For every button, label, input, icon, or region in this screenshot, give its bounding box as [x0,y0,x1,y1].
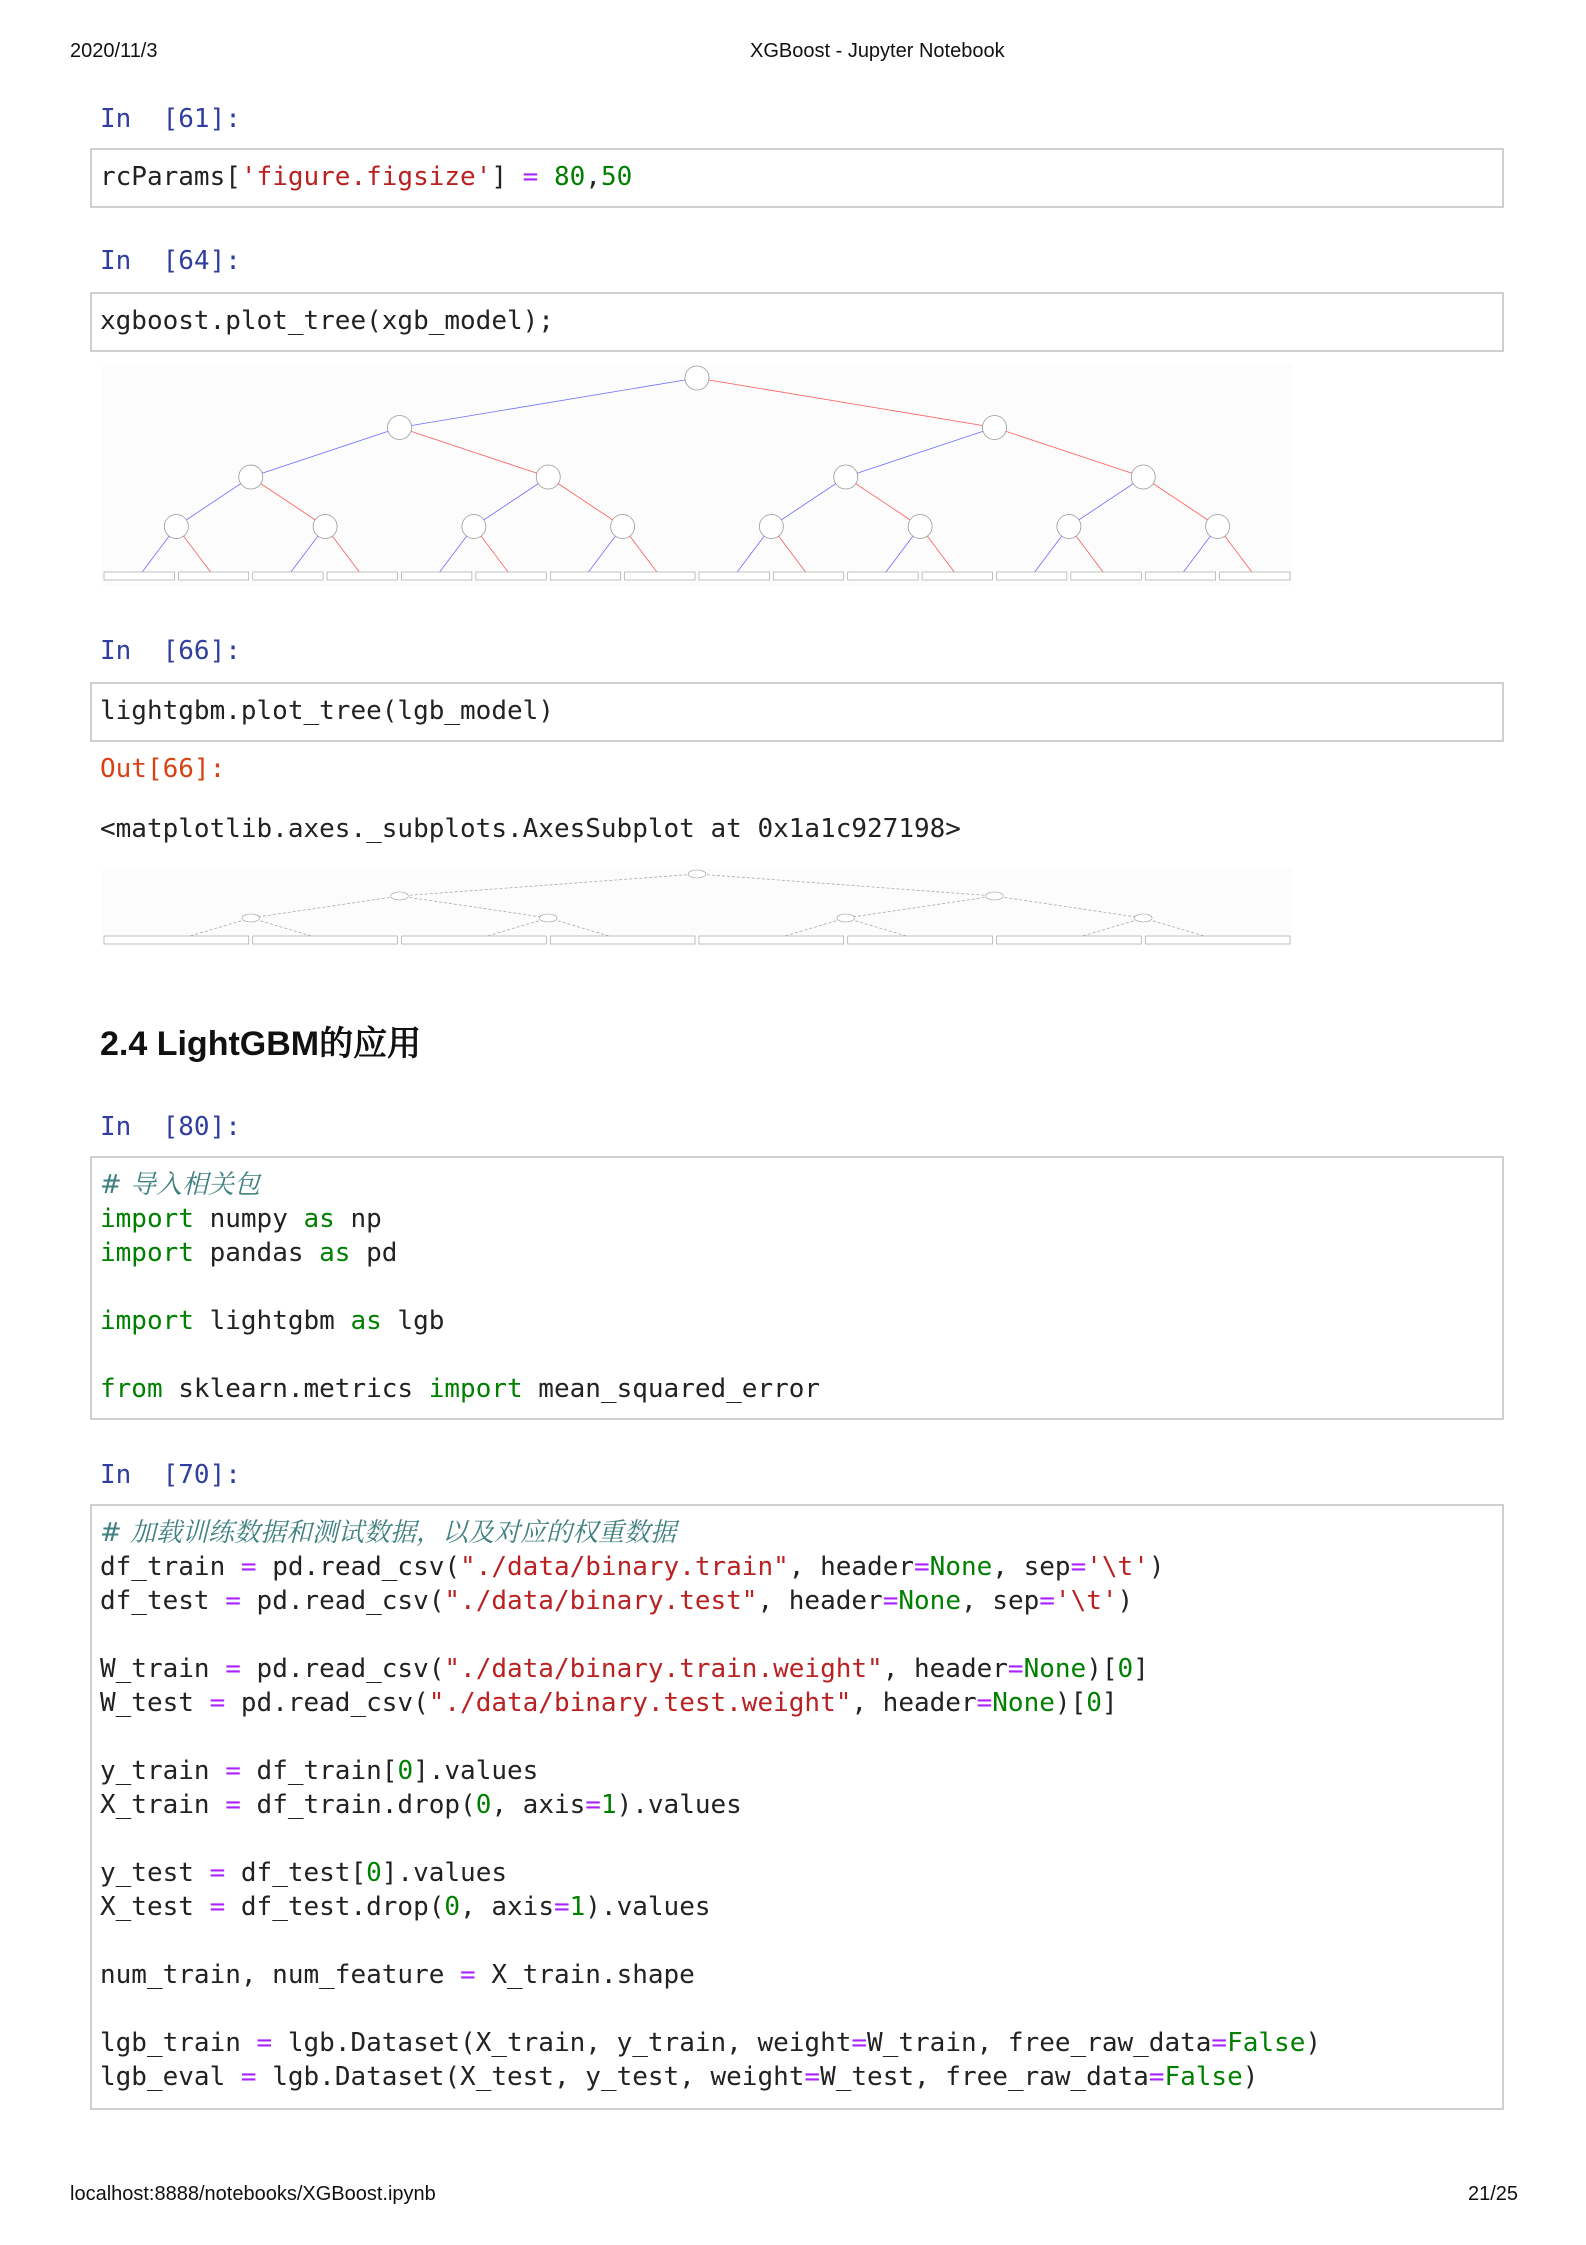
code-token: 50 [600,162,633,192]
code-token: df_train.drop( [240,1790,476,1820]
tree-edge [400,874,698,896]
tree-node [908,515,932,539]
input-prompt: In [66]: [100,636,241,666]
tree-leaf [1220,572,1290,580]
code-token: df_test[ [225,1858,367,1888]
code-cell[interactable] [90,1504,1504,2110]
code-token: pandas [193,1238,320,1268]
code-token: ].values [413,1756,539,1786]
tree-leaf [997,572,1067,580]
tree-edge [400,378,698,428]
code-token: np [334,1204,382,1234]
code-token: ) [1242,2062,1259,2092]
code-comment: # 加载训练数据和测试数据，以及对应的权重数据 [100,1518,677,1548]
code-token: lgb_train [100,2028,257,2058]
code-keyword: as [319,1238,351,1268]
tree-leaf [922,572,992,580]
code-string: '\t' [1086,1552,1149,1582]
tree-edge [846,477,920,527]
code-token: = [1039,1586,1055,1616]
tree-node [462,515,486,539]
code-line [100,1856,1321,1890]
code-keyword: import [100,1306,194,1336]
code-comment: # 导入相关包 [100,1170,261,1200]
code-token: X_train.shape [475,1960,695,1990]
tree-node [239,465,263,489]
code-keyword: None [929,1552,993,1582]
tree-edge [995,896,1144,918]
code-token: num_train, num_feature [100,1960,461,1990]
tree-node [242,914,260,922]
code-string: '\t' [1054,1586,1118,1616]
tree-leaf [848,936,993,944]
code-token: df_test.drop( [225,1892,445,1922]
code-token: 1 [569,1892,586,1922]
code-token: pd.read_csv( [240,1654,445,1684]
code-token: )[ [1086,1654,1118,1684]
code-token: ].values [381,1858,508,1888]
tree-node [388,416,412,440]
code-token: = [976,1688,993,1718]
code-token: df_train[ [240,1756,398,1786]
tree-node [837,914,855,922]
tree-edge [1069,477,1143,527]
code-token: X_train [100,1790,226,1820]
code-token: = [1070,1552,1087,1582]
code-string: 'figure.figsize' [240,162,492,192]
code-keyword: None [898,1586,961,1616]
tree-leaf [699,572,769,580]
code-cell[interactable] [90,292,1504,352]
tree-leaf [253,572,323,580]
code-token: 0 [1117,1654,1134,1684]
code-token: pd [350,1238,398,1268]
code-token [538,162,554,192]
code-content[interactable] [100,160,632,194]
tree-node [759,515,783,539]
input-prompt: In [80]: [100,1112,241,1142]
code-token: ) [1117,1586,1134,1616]
code-cell[interactable] [90,682,1504,742]
code-line [100,1202,820,1236]
code-token: , axis [491,1790,586,1820]
tree-node [1057,515,1081,539]
print-url: localhost:8888/notebooks/XGBoost.ipynb [70,2183,436,2205]
tree-leaf [104,936,249,944]
tree-leaf [773,572,843,580]
print-title: XGBoost - Jupyter Notebook [750,40,1005,62]
code-keyword: False [1227,2028,1306,2058]
code-token: , axis [460,1892,554,1922]
code-line [100,1236,820,1270]
code-token: pd.read_csv( [240,1586,445,1616]
code-cell[interactable] [90,1156,1504,1420]
tree-edge [400,896,549,918]
tree-edge [548,477,622,527]
code-string: "./data/binary.test.weight" [428,1688,852,1718]
input-prompt: In [61]: [100,104,241,134]
tree-leaf [550,936,695,944]
code-line [100,1992,1321,2026]
tree-leaf [402,936,547,944]
code-line [100,1720,1321,1754]
tree-node [391,892,409,900]
code-line [100,1958,1321,1992]
tree-leaf [997,936,1142,944]
tree-edge [995,428,1144,478]
code-token: , [585,162,601,192]
code-token: W_train, free_raw_data [867,2028,1212,2058]
code-token: ) [1148,1552,1165,1582]
code-line [100,1788,1321,1822]
code-token: ] [491,162,523,192]
tree-edge [251,896,400,918]
code-token: = [240,2062,257,2092]
code-token: 0 [444,1892,461,1922]
tree-leaf [699,936,844,944]
code-token: W_train [100,1654,226,1684]
code-token: lgb.Dataset(X_train, y_train, weight [272,2028,852,2058]
code-token: lgb [381,1306,445,1336]
code-token: df_test [100,1586,226,1616]
tree-node [685,366,709,390]
tree-edge [176,477,250,527]
code-token: = [209,1688,226,1718]
code-line [100,2060,1321,2094]
code-keyword: import [100,1238,194,1268]
tree-leaf [1071,572,1141,580]
code-token: = [553,1892,570,1922]
code-token: 0 [366,1858,382,1888]
code-token: = [225,1586,241,1616]
code-token: lightgbm [193,1306,351,1336]
tree-node [164,515,188,539]
code-line [100,1754,1321,1788]
code-token: 0 [1086,1688,1102,1718]
code-token: ] [1101,1688,1118,1718]
code-keyword: import [428,1374,523,1404]
code-line [100,1822,1321,1856]
code-token: 80 [553,162,586,192]
code-token: = [804,2062,821,2092]
tree-leaf [178,572,248,580]
tree-leaf [1145,936,1290,944]
code-line [100,1686,1321,1720]
print-date: 2020/11/3 [70,40,158,62]
output-text: <matplotlib.axes._subplots.AxesSubplot at 0x1a1c927198> [100,814,961,844]
tree-node [611,515,635,539]
code-keyword: None [1023,1654,1087,1684]
code-token: 1 [600,1790,617,1820]
code-line [100,2026,1321,2060]
code-line [100,694,554,728]
code-token: = [522,162,539,192]
tree-leaf [625,572,695,580]
tree-edge [697,378,995,428]
lightgbm-tree-plot [102,868,1292,946]
code-token: = [585,1790,601,1820]
code-content[interactable] [100,1168,820,1406]
code-token: numpy [193,1204,304,1234]
code-token: = [225,1790,241,1820]
code-token: = [225,1654,241,1684]
code-token: rcParams[ [100,162,241,192]
code-content[interactable] [100,694,554,728]
tree-node [536,465,560,489]
code-token: = [882,1586,899,1616]
code-token: pd.read_csv( [225,1688,429,1718]
tree-leaf [327,572,397,580]
code-token: y_test [100,1858,210,1888]
code-token: = [240,1552,257,1582]
tree-node [983,416,1007,440]
code-token: pd.read_csv( [256,1552,461,1582]
input-prompt: In [70]: [100,1460,241,1490]
code-line [100,1338,820,1372]
code-line [100,1652,1321,1686]
xgboost-tree-plot [102,364,1292,586]
code-token: 0 [475,1790,492,1820]
code-line [100,1168,820,1202]
code-line [100,160,632,194]
code-line [100,1584,1321,1618]
code-token: y_train [100,1756,226,1786]
section-heading: 2.4 LightGBM的应用 [100,1025,422,1063]
tree-leaf [253,936,398,944]
code-token: W_test [100,1688,210,1718]
code-token: = [851,2028,868,2058]
code-content[interactable] [100,1516,1321,2094]
code-string: "./data/binary.train.weight" [444,1654,883,1684]
code-token: = [209,1892,226,1922]
code-token: mean_squared_error [522,1374,821,1404]
output-prompt: Out[66]: [100,754,226,784]
code-token: W_test, free_raw_data [820,2062,1149,2092]
code-token: = [225,1756,241,1786]
tree-edge [474,477,548,527]
code-token: = [209,1858,226,1888]
tree-edge [771,477,845,527]
code-string: "./data/binary.train" [460,1552,789,1582]
code-line [100,1618,1321,1652]
code-line [100,1890,1321,1924]
code-keyword: False [1164,2062,1243,2092]
tree-edge [251,477,325,527]
code-token: ).values [616,1790,742,1820]
code-token: ).values [585,1892,711,1922]
tree-edge [400,428,549,478]
tree-edge [697,874,995,896]
code-token: df_train [100,1552,241,1582]
code-token: sklearn.metrics [162,1374,429,1404]
code-line [100,1304,820,1338]
tree-node [986,892,1004,900]
code-token: , header [882,1654,1008,1684]
tree-leaf [476,572,546,580]
tree-edge [846,896,995,918]
code-cell[interactable] [90,148,1504,208]
code-line [100,304,554,338]
code-token: , header [788,1552,915,1582]
code-token: ] [1133,1654,1149,1684]
tree-node [539,914,557,922]
code-token: X_test [100,1892,210,1922]
code-token: = [1211,2028,1228,2058]
code-token: 0 [397,1756,414,1786]
code-content[interactable] [100,304,554,338]
tree-node [1131,465,1155,489]
code-token: = [1148,2062,1165,2092]
tree-leaf [1145,572,1215,580]
code-keyword: as [303,1204,335,1234]
code-line [100,1372,820,1406]
tree-edge [1143,477,1217,527]
code-line [100,1924,1321,1958]
code-token: , header [851,1688,977,1718]
tree-node [313,515,337,539]
code-token: lgb_eval [100,2062,241,2092]
code-token: )[ [1054,1688,1087,1718]
code-token: ) [1305,2028,1322,2058]
code-token: lgb.Dataset(X_test, y_test, weight [256,2062,805,2092]
code-token: = [460,1960,476,1990]
code-token: = [256,2028,273,2058]
code-token: = [914,1552,930,1582]
code-token: , sep [960,1586,1040,1616]
code-line [100,1270,820,1304]
code-keyword: as [350,1306,382,1336]
tree-leaf [550,572,620,580]
input-prompt: In [64]: [100,246,241,276]
code-string: "./data/binary.test" [444,1586,758,1616]
tree-leaf [848,572,918,580]
code-token: , sep [992,1552,1071,1582]
tree-node [834,465,858,489]
code-token: lightgbm.plot_tree(lgb_model) [100,696,554,726]
code-keyword: import [100,1204,194,1234]
tree-leaf [104,572,174,580]
code-token: xgboost.plot_tree(xgb_model); [100,306,554,336]
tree-leaf [402,572,472,580]
tree-node [1206,515,1230,539]
code-token: , header [757,1586,883,1616]
print-page-number: 21/25 [1468,2183,1519,2205]
tree-node [1134,914,1152,922]
code-line [100,1550,1321,1584]
tree-node [688,870,706,878]
code-line [100,1516,1321,1550]
tree-edge [251,428,400,478]
code-keyword: from [100,1374,163,1404]
code-keyword: None [992,1688,1055,1718]
code-token: = [1007,1654,1024,1684]
tree-edge [846,428,995,478]
